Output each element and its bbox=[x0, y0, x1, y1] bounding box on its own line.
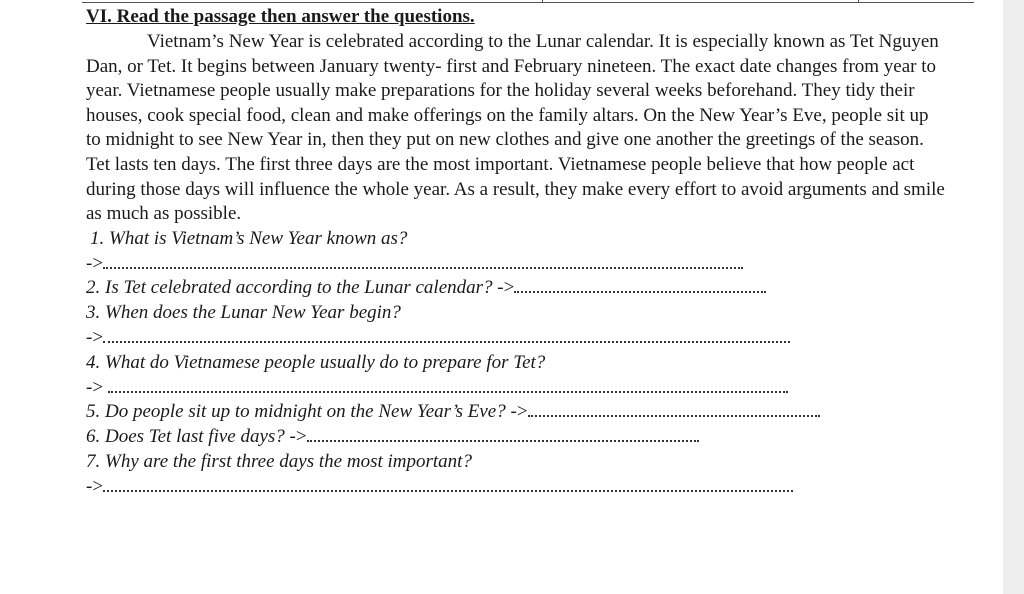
question-4: 4. What do Vietnamese people usually do to prepare for Tet? bbox=[86, 351, 546, 373]
answer-arrow: -> bbox=[510, 401, 528, 423]
answer-arrow: -> bbox=[86, 326, 104, 348]
border-tick bbox=[542, 0, 543, 3]
question-2 bbox=[86, 276, 966, 301]
question-6 bbox=[86, 425, 966, 450]
answer-line-3[interactable] bbox=[86, 326, 966, 351]
section-heading: VI. Read the passage then answer the questions. bbox=[86, 6, 475, 27]
answer-blank[interactable] bbox=[514, 290, 766, 293]
answer-blank[interactable] bbox=[103, 266, 743, 269]
answer-line-7[interactable] bbox=[86, 475, 966, 500]
answer-arrow: -> bbox=[86, 376, 104, 398]
worksheet bbox=[86, 6, 966, 500]
window-edge-scrollbar[interactable] bbox=[1003, 0, 1024, 594]
answer-blank[interactable] bbox=[103, 340, 790, 343]
answer-blank[interactable] bbox=[307, 439, 699, 442]
question-6-text: 6. Does Tet last five days? bbox=[86, 426, 285, 448]
question-3: 3. When does the Lunar New Year begin? bbox=[86, 302, 401, 324]
question-5-text: 5. Do people sit up to midnight on the New Year’s Eve? bbox=[86, 401, 506, 423]
page-top-border bbox=[82, 2, 974, 3]
question-7: 7. Why are the first three days the most important? bbox=[86, 450, 472, 472]
answer-line-4[interactable] bbox=[86, 376, 966, 401]
answer-arrow: -> bbox=[497, 277, 515, 299]
answer-line-1[interactable] bbox=[86, 252, 966, 277]
question-1: 1. What is Vietnam’s New Year known as? bbox=[90, 227, 408, 249]
border-tick bbox=[858, 0, 859, 3]
question-5 bbox=[86, 400, 966, 425]
reading-passage: Vietnam’s New Year is celebrated according to the Lunar calendar. It is especially known as Tet Nguyen Dan, or Tet. It begins between January twenty- first and February nineteen. The exact date changes from year to year. Vietnamese people usually make preparations for the holiday several weeks beforehand. They tidy their houses, cook special food, clean and make offerings on the family altars. On the New Year’s Eve, people sit up to midnight to see New Year in, then they put on new clothes and give one another the greetings of the season. Tet lasts ten days. The first three days are the most important. Vietnamese people believe that how people act during those days will influence the whole year. As a result, they make every effort to avoid arguments and smile as much as possible. bbox=[86, 31, 945, 225]
question-2-text: 2. Is Tet celebrated according to the Lunar calendar? bbox=[86, 277, 493, 299]
answer-arrow: -> bbox=[86, 475, 104, 497]
answer-arrow: -> bbox=[289, 426, 307, 448]
answer-blank[interactable] bbox=[103, 489, 793, 492]
answer-arrow: -> bbox=[86, 252, 104, 274]
answer-blank[interactable] bbox=[108, 390, 788, 393]
answer-blank[interactable] bbox=[528, 414, 820, 417]
